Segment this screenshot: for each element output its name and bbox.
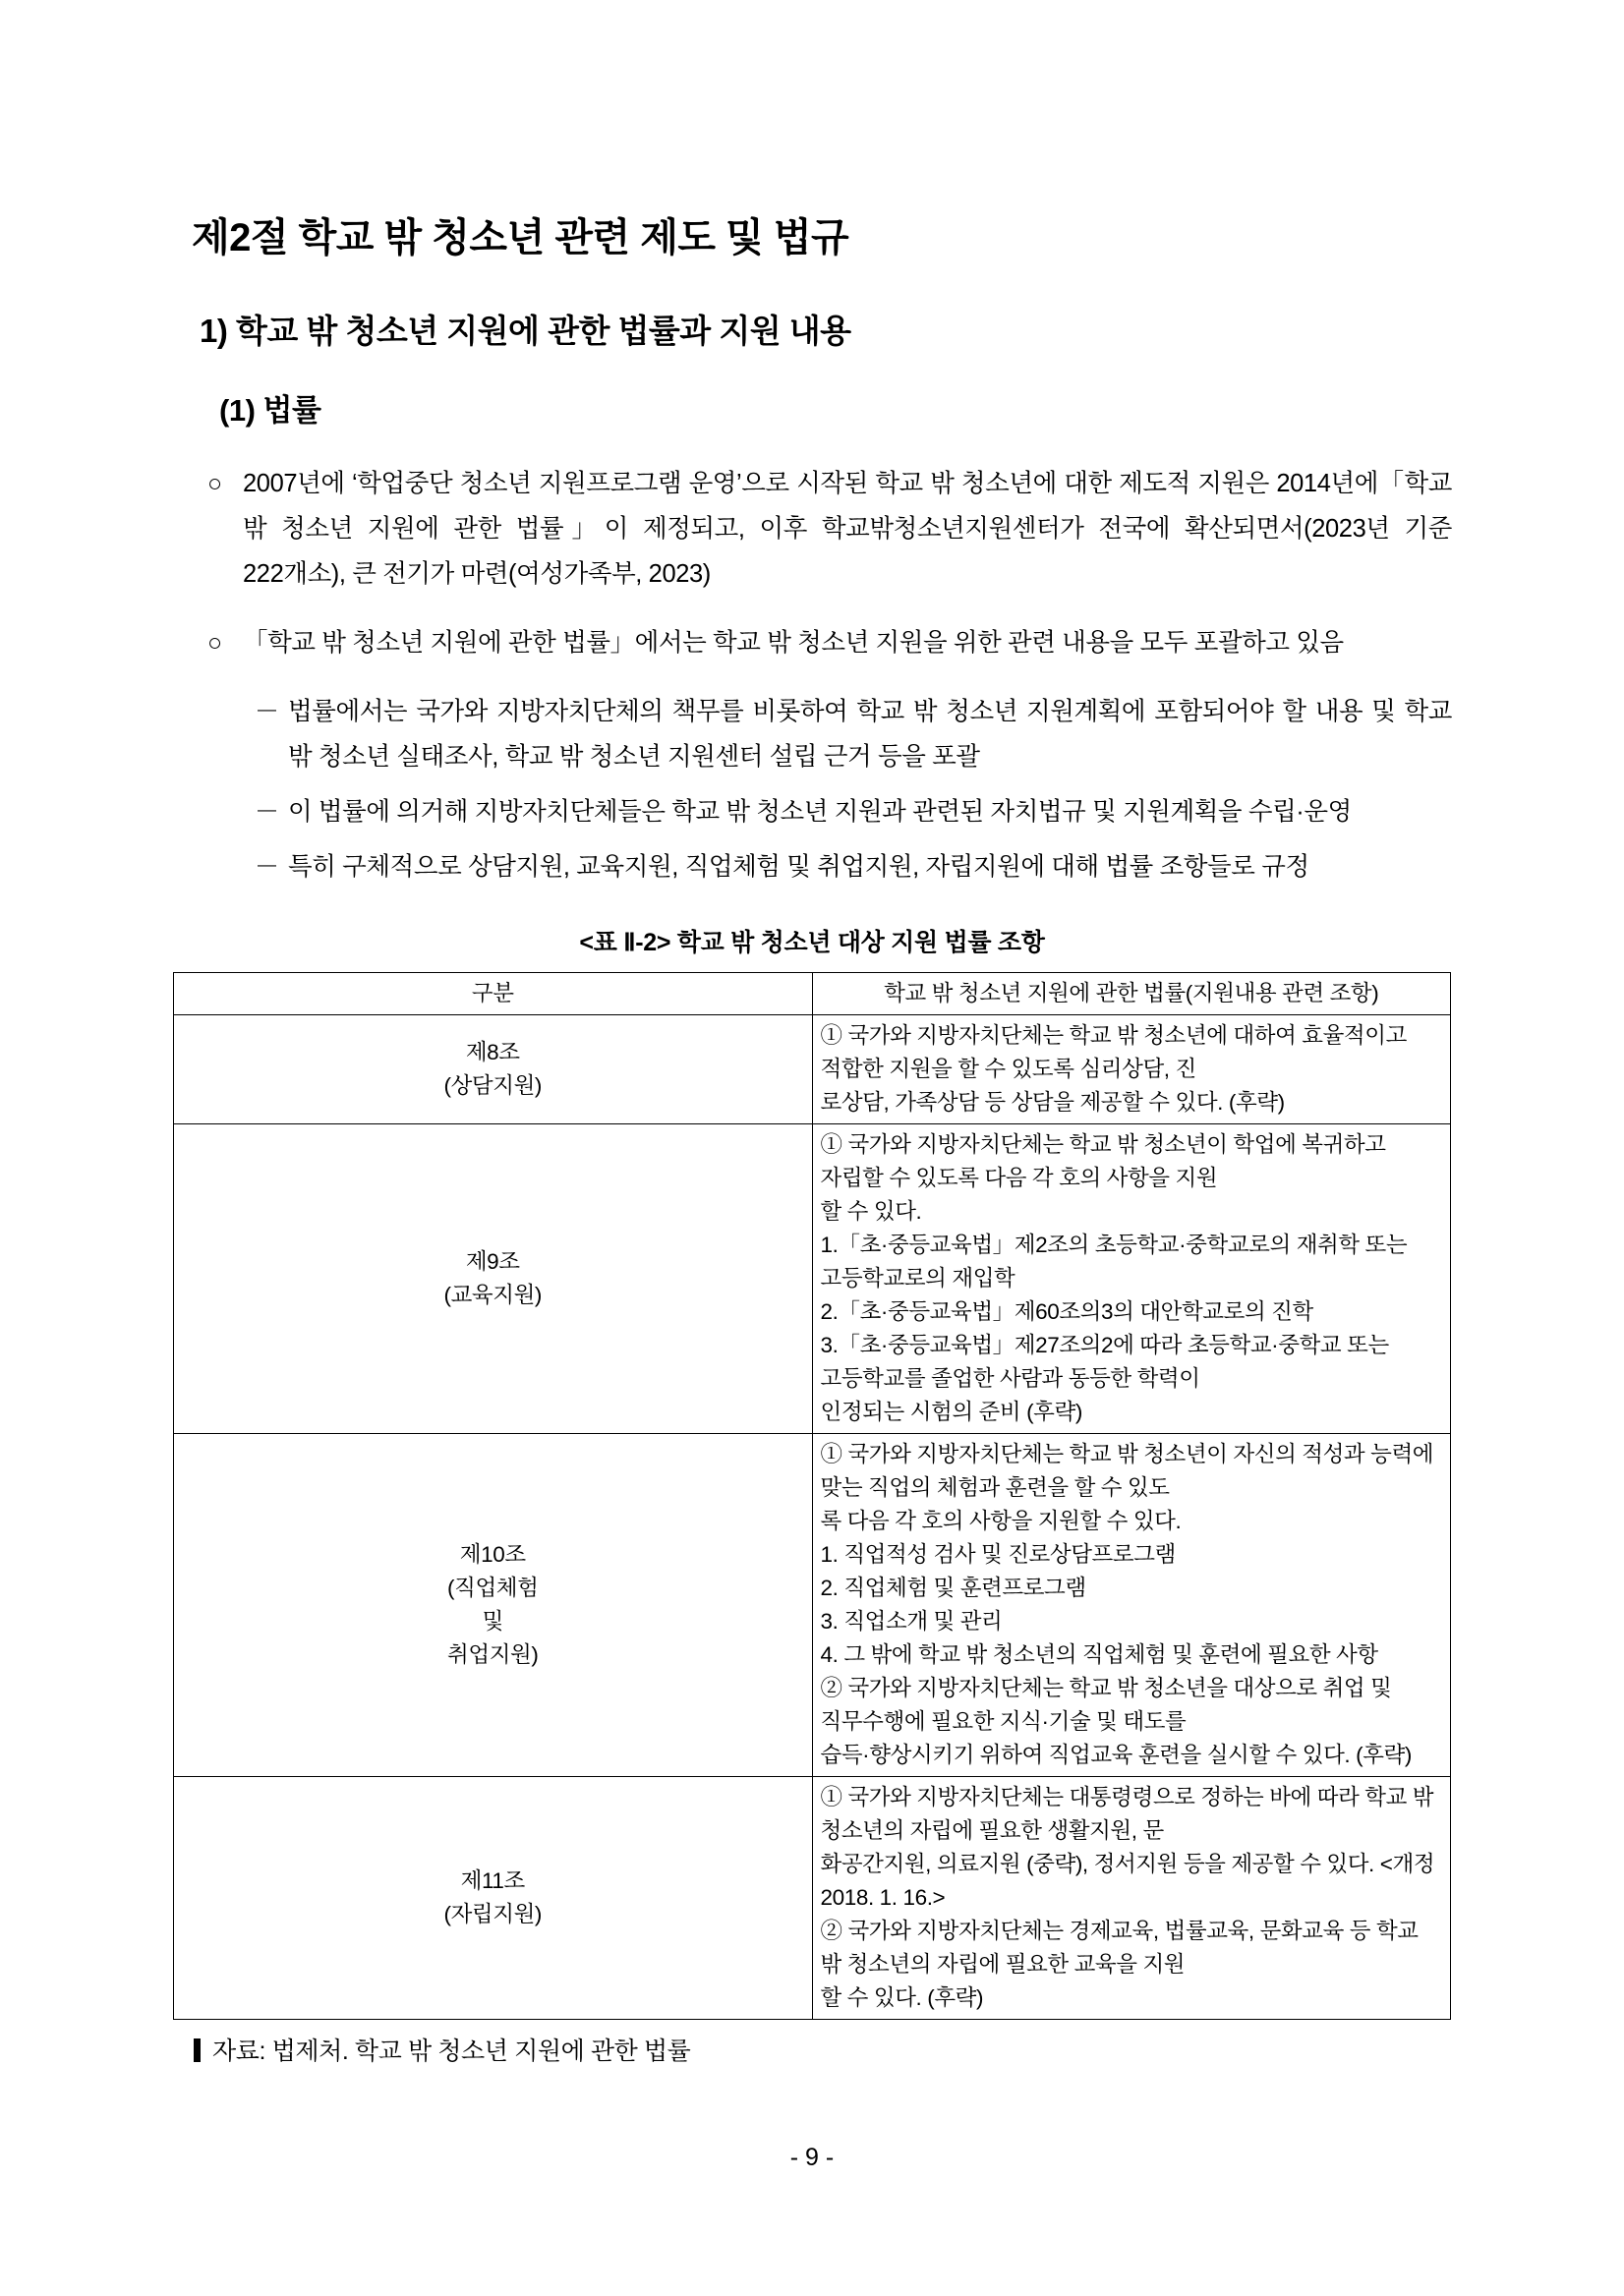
dash-item	[172, 689, 1452, 779]
dash-text: 특히 구체적으로 상담지원, 교육지원, 직업체험 및 취업지원, 자립지원에 대해 법률 조항들로 규정	[288, 853, 1309, 881]
content-line: 1.「초·중등교육법」제2조의 초등학교·중학교로의 재취학 또는 고등학교로의 재입학	[820, 1233, 1408, 1291]
bullet-item	[172, 620, 1452, 665]
content-line: 습득·향상시키기 위하여 직업교육 훈련을 실시할 수 있다. (후략)	[820, 1743, 1412, 1767]
table-caption: <표 Ⅱ-2> 학교 밖 청소년 대상 지원 법률 조항	[579, 929, 1045, 956]
source-bar-icon	[194, 2038, 201, 2062]
page-number: - 9 -	[789, 2144, 835, 2171]
bullet-text: 2007년에 ‘학업중단 청소년 지원프로그램 운영’으로 시작된 학교 밖 청소년에 대한 제도적 지원은 2014년에「학교 밖 청소년 지원에 관한 법률」이 제정되고, 이후 학교밖청소년지원센터가 전국에 확산되면서(2023년 기준 222개소), 큰 전기가 마련(여성가족부, 2023)	[243, 470, 1452, 588]
dash-text: 이 법률에 의거해 지방자치단체들은 학교 밖 청소년 지원과 관련된 자치법규 및 지원계획을 수립·운영	[288, 798, 1352, 826]
content-line: 2. 직업체험 및 훈련프로그램	[820, 1576, 1086, 1600]
content-line: ② 국가와 지방자치단체는 경제교육, 법률교육, 문화교육 등 학교 밖 청소년의 자립에 필요한 교육을 지원	[820, 1919, 1419, 1977]
cell-content	[812, 1124, 1451, 1434]
content-line: 1. 직업적성 검사 및 진로상담프로그램	[820, 1542, 1176, 1567]
content-line: 화공간지원, 의료지원 (중략), 정서지원 등을 제공할 수 있다. <개정 2018. 1. 16.>	[820, 1852, 1435, 1910]
bullet-text: 「학교 밖 청소년 지원에 관한 법률」에서는 학교 밖 청소년 지원을 위한 관련 내용을 모두 포괄하고 있음	[243, 629, 1344, 657]
content-line: 할 수 있다.	[820, 1199, 922, 1224]
content-line: 할 수 있다. (후략)	[820, 1985, 984, 2010]
subsection-title-2: (1) 법률	[219, 393, 321, 428]
cell-content	[812, 1015, 1451, 1124]
column-header-category: 구분	[174, 973, 813, 1015]
subsection-title-1: 1) 학교 밖 청소년 지원에 관한 법률과 지원 내용	[200, 313, 851, 349]
cell-category	[174, 1124, 813, 1434]
content-line: 3.「초·중등교육법」제27조의2에 따라 초등학교·중학교 또는 고등학교를 졸업한 사람과 동등한 학력이	[820, 1333, 1389, 1391]
category-line: (교육지원)	[443, 1283, 543, 1307]
category-line: 제10조	[459, 1542, 526, 1567]
category-line: 및	[482, 1609, 503, 1634]
dash-item	[172, 789, 1452, 834]
content-line: 인정되는 시험의 준비 (후략)	[820, 1400, 1082, 1424]
cell-category	[174, 1015, 813, 1124]
category-line: (상담지원)	[443, 1073, 543, 1098]
content-line: 2.「초·중등교육법」제60조의3의 대안학교로의 진학	[820, 1299, 1313, 1324]
bullet-marker-icon: ○	[207, 470, 223, 497]
page-title: 제2절 학교 밖 청소년 관련 제도 및 법규	[192, 216, 849, 259]
content-line: 3. 직업소개 및 관리	[820, 1609, 1003, 1634]
table-row	[174, 1015, 1451, 1124]
content-line: ① 국가와 지방자치단체는 학교 밖 청소년이 학업에 복귀하고 자립할 수 있도록 다음 각 호의 사항을 지원	[820, 1132, 1386, 1190]
category-line: 제8조	[465, 1040, 520, 1064]
dash-marker-icon: －	[255, 853, 280, 881]
table-header-row	[174, 973, 1451, 1015]
dash-text: 법률에서는 국가와 지방자치단체의 책무를 비롯하여 학교 밖 청소년 지원계획에 포함되어야 할 내용 및 학교 밖 청소년 실태조사, 학교 밖 청소년 지원센터 설립 근거 등을 포괄	[288, 698, 1452, 771]
category-line: 취업지원)	[447, 1642, 539, 1667]
category-line: (직업체험	[447, 1576, 539, 1600]
category-line: 제9조	[465, 1249, 520, 1274]
content-line: ② 국가와 지방자치단체는 학교 밖 청소년을 대상으로 취업 및 직무수행에 필요한 지식·기술 및 태도를	[820, 1676, 1392, 1734]
table-row	[174, 1777, 1451, 2020]
table-row	[174, 1124, 1451, 1434]
content-line: 록 다음 각 호의 사항을 지원할 수 있다.	[820, 1509, 1182, 1533]
bullet-item	[172, 461, 1452, 597]
law-provisions-table	[173, 972, 1451, 2020]
content-line: 로상담, 가족상담 등 상담을 제공할 수 있다. (후략)	[820, 1090, 1285, 1115]
content-line: ① 국가와 지방자치단체는 학교 밖 청소년에 대하여 효율적이고 적합한 지원을 할 수 있도록 심리상담, 진	[820, 1023, 1407, 1081]
cell-category	[174, 1434, 813, 1777]
category-line: (자립지원)	[443, 1902, 543, 1926]
content-line: ① 국가와 지방자치단체는 대통령령으로 정하는 바에 따라 학교 밖 청소년의 자립에 필요한 생활지원, 문	[820, 1785, 1434, 1843]
source-note	[194, 2032, 1452, 2067]
dash-item	[172, 844, 1452, 890]
cell-content	[812, 1434, 1451, 1777]
content-line: ① 국가와 지방자치단체는 학교 밖 청소년이 자신의 적성과 능력에 맞는 직업의 체험과 훈련을 할 수 있도	[820, 1442, 1434, 1500]
dash-marker-icon: －	[255, 798, 280, 826]
cell-category	[174, 1777, 813, 2020]
column-header-content: 학교 밖 청소년 지원에 관한 법률(지원내용 관련 조항)	[812, 973, 1451, 1015]
cell-content	[812, 1777, 1451, 2020]
bullet-marker-icon: ○	[207, 629, 223, 657]
content-line: 4. 그 밖에 학교 밖 청소년의 직업체험 및 훈련에 필요한 사항	[820, 1642, 1378, 1667]
dash-marker-icon: －	[255, 698, 280, 725]
category-line: 제11조	[460, 1868, 525, 1893]
table-row	[174, 1434, 1451, 1777]
source-text: 자료: 법제처. 학교 밖 청소년 지원에 관한 법률	[212, 2038, 691, 2065]
